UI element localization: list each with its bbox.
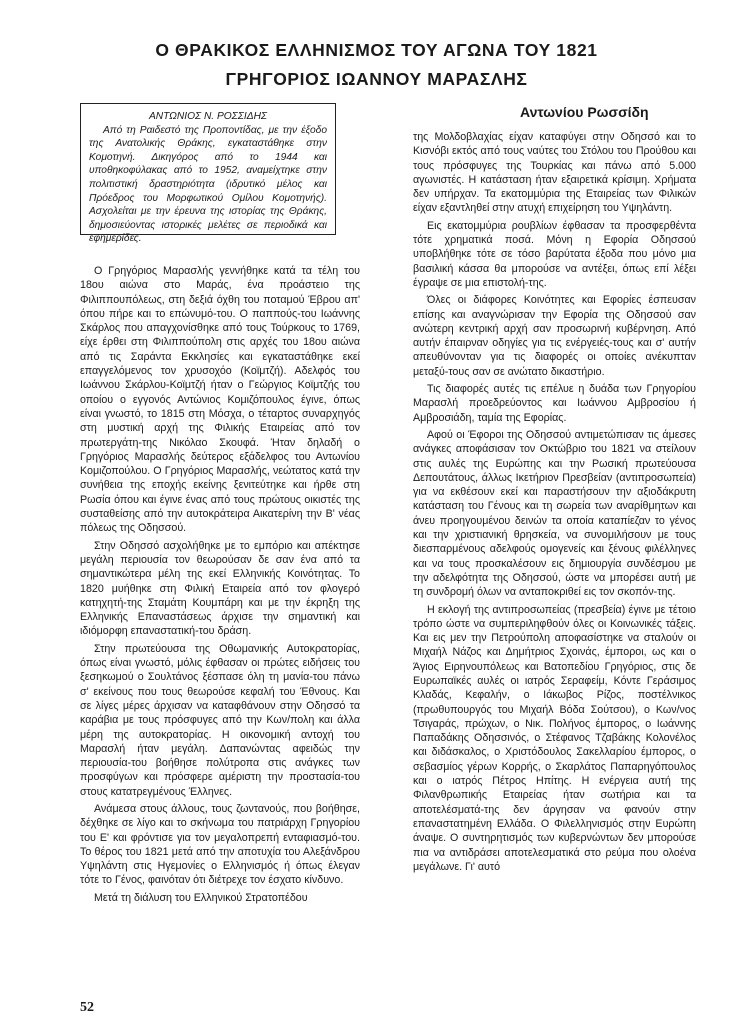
paragraph: Η εκλογή της αντιπροσωπείας (πρεσβεία) έγινε με τέτοιο τρόπο ώστε να συμπεριληφθούν όλες οι Κοινωνικές τάξεις. Και εις μεν την Πετρούπολη αποφασίστηκε να σταλούν οι Μιχαήλ Νάζος και Δημήτριος Σχοινάς, έμποροι, ως και ο Άγιος Ειρηνουπόλεως και Βατοπεδίου Γρηγόριος, στις δε Ευρωπαϊκές αυλές οι ιατρός Σεραφείμ, Κόντε Γεράσιμος Κλαδάς, Κεφαλήν, ο Ιάκωβος Ρίζος, ποστέλνικος (πρωθυπουργός του Μιχαήλ Βόδα Σούτσου), ο Κων/νος Τσιγαράς, πρώχων, ο Νικ. Πολήνος έμπορος, ο Ιωάννης Παπαδάκης Οδησσινός, ο Στέφανος Τζαβάκης Κολονέλος και διδάσκαλος, ο Χριστόδουλος Σακελλαρίου έμπορος, ο σεβασμίος γέρων Κορρής, ο Σκαρλάτος Παπαρηγόπουλος και ο ιατρός Πέτρος Ηπίτης. Η ενέργεια αυτή της Φιλανθρωπικής Εταιρείας ήταν σωτήρια και τα αποτελέσματά-της δεν άργησαν να φανούν στην επαναστατημένη Ελλάδα. Ο Φιλελληνισμός στην Ευρώπη άναψε. Ο συντηρητισμός των κυβερνώντων δεν μπορούσε πια να αντιδράσει αποτελεσματικά στο ρεύμα που ολοένα μεγάλωνε. Γι' αυτό <box>413 603 696 873</box>
bio-author-name: ΑΝΤΩΝΙΟΣ Ν. ΡΟΣΣΙΔΗΣ <box>148 111 268 122</box>
paragraph: Ο Γρηγόριος Μαρασλής γεννήθηκε κατά τα τέλη του 18ου αιώνα στο Μαράς, ένα προάστειο της Φιλιππουπόλεως, στη δεξιά όχθη του ποταμού Έβρου απ' όπου πήρε και το επώνυμό-του. Ο παππούς-του Ιωάννης Σκάρλος που απαγχονίσθηκε από τους Τούρκους το 1769, είχε έρθει στη Φιλιππούπολη στις αρχές του 18ου αιώνα από τις Σαράντα Εκκλησίες και εγκαταστάθηκε εκεί επαγγελόμενος τον χρυσοχόο (Κοϊμτζή). Αδελφός του Ιωάννου Σκάρλου-Κοϊμτζή ήταν ο Γεώργιος Κοϊμτζής του οποίου ο εγγονός Αντώνιος Κομιζόπουλος έγινε, όπως είναι γνωστό, το 1815 στη Μόσχα, ο τέταρτος συναρχηγός στη μυστική αρχή της Φιλικής Εταιρείας από τον πρωτεργάτη-της Νικόλαο Σκουφά. Ήταν δηλαδή ο Γρηγόριος Μαρασλής δεύτερος εξάδελφος του Αντωνίου Κομιζοπούλου. Ο Γρηγόριος Μαρασλής, νεώτατος κατά την συνήθεια της εποχής εκείνης ξενιτεύτηκε και ήρθε στη Ρωσία όπου και έγινε ένας από τους πρώτους οικιστές της συσταθείσης από την αυτοκράτειρα Αικατερίνη την Β' νέας πόλεως της Οδησσού. <box>80 265 360 535</box>
paragraph: Εις εκατομμύρια ρουβλίων έφθασαν τα προσφερθέντα τότε χρηματικά ποσά. Μόνη η Εφορία Οδησσού υποβλήθηκε τότε σε τόσο βαρύτατα έξοδα που μόνο μια βασιλική κάσσα θα μπορούσε να αντέξει, όπως επί λέξει έγραψε σε μια επιστολή-της. <box>413 219 696 289</box>
article-title: Ο ΘΡΑΚΙΚΟΣ ΕΛΛΗΝΙΣΜΟΣ ΤΟΥ ΑΓΩΝΑ ΤΟΥ 1821 <box>155 40 598 60</box>
paragraph: της Μολδοβλαχίας είχαν καταφύγει στην Οδησσό και το Κισνόβι εκτός από τους ναύτες του Στόλου του Προύθου και τους πρόσφυγες της Τουρκίας και πάνω από 5.000 αγωνιστές. Η κατάσταση ήταν εξαιρετικά κρίσιμη. Χρήματα δεν υπήρχαν. Τα εκατομμύρια της Εταιρείας των Φιλικών είχαν εξαντληθεί στην ατυχή επιχείρηση του Υψηλάντη. <box>413 131 696 215</box>
paragraph: Αφού οι Έφοροι της Οδησσού αντιμετώπισαν τις άμεσες ανάγκες αποφάσισαν τον Οκτώβριο του 1821 να στείλουν στις αυλές της Ευρώπης και την Ρωσική πρωτεύουσα Δεπουτάτους, άλλως Ικετήριον Πρεσβείαν (αντιπροσωπεία) για να εκθέσουν εκεί και παραστήσουν την αξιοδάκρυτη κατάσταση του Γένους και τη σωρεία των αναρίθμητων και άνευ προηγουμένου δεινών τα οποία καταπίεζαν το γένος και την χριστιανική θρησκεία, να συνομιλήσουν με τους διεσπαρμένους αδελφούς ομογενείς και ξένους φιλέλληνες και να τους προσκαλέσουν εις δημιουργία συνδέσμου με την αδελφότητα της Οδησσού, ώστε να μπορέσει αυτή με τη συνδρομή όλων να ανταποκριθεί εις τον σκοπόν-της. <box>413 428 696 599</box>
paragraph: Στην Οδησσό ασχολήθηκε με το εμπόριο και απέκτησε μεγάλη περιουσία τον θεωρούσαν δε σαν ένα από τα σημαντικώτερα μέλη της εκεί Ελληνικής Κοινότητας. Το 1820 μυήθηκε στη Φιλική Εταιρεία από τον φλογερό κατηχητή-της Σταμάτη Κουμπάρη και με την έκρηξη της Ελληνικής Επαναστάσεως άρχισε την σημαντική και ιδιόμορφη επαναστατική-του δράση. <box>80 539 360 638</box>
paragraph: Τις διαφορές αυτές τις επέλυε η δυάδα των Γρηγορίου Μαρασλή προεδρεύοντος και Ιωάννου Αμβροσίου ή Αμβροσιάδη, ταμία της Εφορίας. <box>413 383 696 424</box>
author-byline: Αντωνίου Ρωσσίδη <box>520 104 649 120</box>
paragraph: Ανάμεσα στους άλλους, τους ζωντανούς, που βοήθησε, δέχθηκε σε λίγο και το σκήνωμα του πατριάρχη Γρηγορίου του Ε' και φρόντισε για τον μεγαλοπρεπή ενταφιασμό-του. Το θέρος του 1821 μετά από την αποτυχία του Αλεξάνδρου Υψηλάντη στις Ηγεμονίες ο Ελληνισμός ή όπως έλεγαν τότε το Γένος, φαινόταν ότι διέτρεχε τον έσχατο κίνδυνο. <box>80 802 360 887</box>
paragraph: Στην πρωτεύουσα της Οθωμανικής Αυτοκρατορίας, όπως είναι γνωστό, μόλις έφθασαν οι πρώτες ειδήσεις του ξεσηκωμού ο Σουλτάνος ξέσπασε όλη τη μανία-του πάνω σ' εκείνους που τους θεωρούσε κεφαλή του Έθνους. Και σε λίγες μέρες άρχισαν να καταφθάνουν στην Οδησσό τα καράβια με τους πρόσφυγες από την Κων/πολη και άλλα μέρη της αυτοκρατορίας. Η οικονομική αντοχή του Μαρασλή ήταν μεγάλη. Δαπανώντας αφειδώς την περιουσία-του βοήθησε πολύτροπα στις ανάγκες των προσφύγων και πρόσφερε αμέριστη την προστασία-του στους κατατρεγμένους Έλληνες. <box>80 642 360 798</box>
bio-text: Από τη Ραιδεστό της Προποντίδας, με την έξοδο της Ανατολικής Θράκης, εγκαταστάθηκε στην Κομοτηνή. Δικηγόρος από το 1944 και υποθηκοφύλακας από το 1952, αναμείχτηκε στην πολιτιστική δραστηριότητα (ιδρυτικό μέλος και Πρόεδρος του Μορφωτικού Ομίλου Κομοτηνής). Ασχολείται με την έρευνα της ιστορίας της Θράκης, δημοσιεύοντας ιστορικές μελέτες σε περιοδικά και εφημερίδες. <box>89 124 327 245</box>
paragraph: Όλες οι διάφορες Κοινότητες και Εφορίες έσπευσαν επίσης και αναγνώρισαν την Εφορία της Οδησσού σαν ανώτερη κεντρική αρχή σαν προσωρινή κυβέρνηση. Από αυτήν έπαιρναν οδηγίες για τις ενέργειές-τους και σ' αυτήν απευθύνονταν για τις διαφορές οι οποίες ανέκυπταν μεταξύ-τους σαν σε ανώτατο δικαστήριο. <box>413 294 696 378</box>
article-subtitle: ΓΡΗΓΟΡΙΟΣ ΙΩΑΝΝΟΥ ΜΑΡΑΣΛΗΣ <box>225 69 528 89</box>
page-number: 52 <box>80 1000 94 1015</box>
paragraph: Μετά τη διάλυση του Ελληνικού Στρατοπέδου <box>94 891 308 904</box>
right-column <box>413 130 696 877</box>
author-bio-box <box>80 103 336 245</box>
left-column <box>80 264 360 908</box>
